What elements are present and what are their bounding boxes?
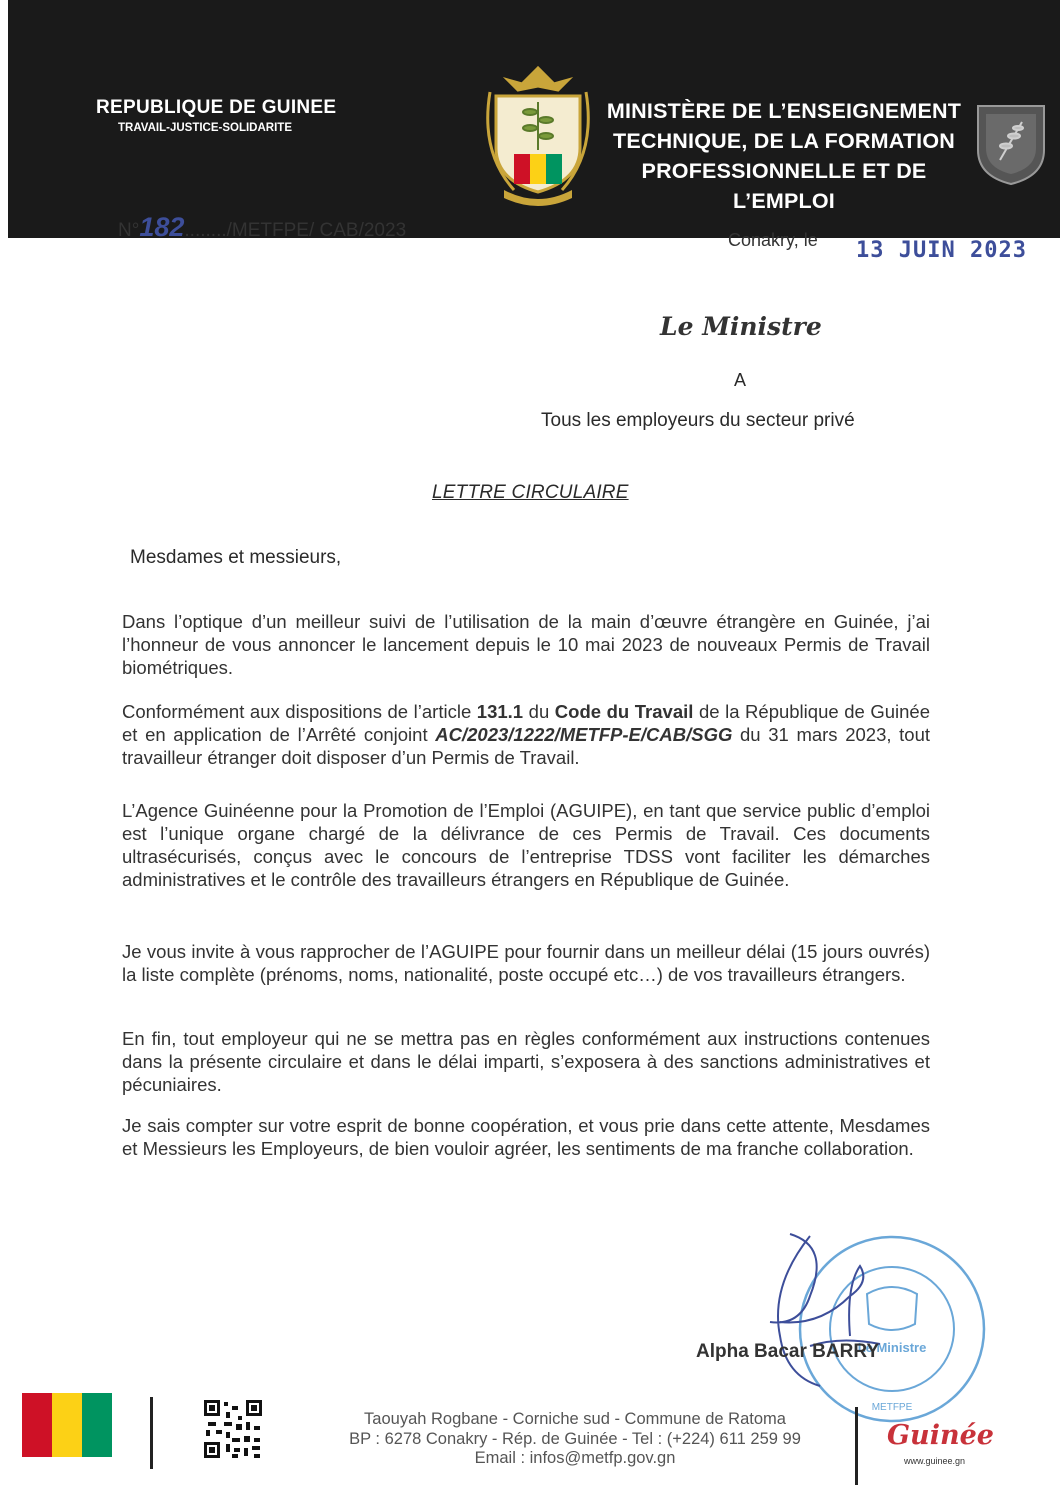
paragraph-5: En fin, tout employeur qui ne se mettra pas en règles conformément aux instructions contenues dans la présente circulaire et dans le délai imparti, s’exposera à des sanctions administratives et pécuniaires.	[122, 1028, 930, 1095]
flag-stripe-green	[82, 1393, 112, 1457]
paragraph-1: Dans l’optique d’un meilleur suivi de l’utilisation de la main d’œuvre étrangère en Guinée, j’ai l’honneur de vous annoncer le lancement depuis le 10 mai 2023 de nouveaux Permis de Travail biométriques.	[122, 611, 930, 678]
republic-name: REPUBLIQUE DE GUINEE	[96, 97, 337, 118]
guinee-brand-url: www.guinee.gn	[904, 1456, 966, 1466]
arrete-reference: AC/2023/1222/METFP-E/CAB/SGG	[435, 724, 733, 745]
ministry-line: MINISTÈRE DE L’ENSEIGNEMENT	[606, 99, 962, 123]
footer-address	[300, 1410, 850, 1469]
coat-of-arms-icon	[474, 62, 602, 207]
reference-prefix: N°	[118, 220, 140, 241]
sender-title: Le Ministre	[660, 312, 822, 341]
ministry-line: PROFESSIONNELLE ET DE L’EMPLOI	[641, 159, 927, 213]
reference-dots: ........	[184, 220, 227, 241]
paragraph-2	[122, 700, 930, 769]
stamp-center-text: Le Ministre	[857, 1340, 927, 1355]
text-run: du	[523, 701, 555, 722]
guinea-flag	[22, 1393, 112, 1457]
date-stamp: 13 JUIN 2023	[856, 238, 1027, 263]
stamped-number: 182	[139, 212, 185, 242]
paragraph-4: Je vous invite à vous rapprocher de l’AGUIPE pour fournir dans un meilleur délai (15 jours ouvrés) la liste complète (prénoms, noms, nationalité, poste occupé etc…) de vos travailleurs étrangers.	[122, 941, 930, 985]
recipients: Tous les employeurs du secteur privé	[541, 410, 855, 431]
text-run: du 31 mars 2023, tout travailleur étranger doit disposer d’un Permis de Travail.	[122, 724, 930, 768]
footer-divider	[150, 1397, 153, 1469]
footer-line: Taouyah Rogbane - Corniche sud - Commune de Ratoma	[364, 1410, 786, 1428]
code-name: Code du Travail	[554, 701, 694, 722]
footer-divider	[855, 1407, 858, 1485]
signatory-name: Alpha Bacar BARRY	[696, 1341, 880, 1362]
paragraph-3: L’Agence Guinéenne pour la Promotion de l’Emploi (AGUIPE), en tant que service public d’emploi est l’unique organe chargé de la délivrance de ces Permis de Travail. Ces documents ultrasécurisés, conçus avec le concours de l’entreprise TDSS vont faciliter les démarches administratives et le contrôle des travailleurs étrangers en République de Guinée.	[122, 800, 930, 890]
ministry-line: TECHNIQUE, DE LA FORMATION	[612, 129, 956, 153]
national-motto: TRAVAIL-JUSTICE-SOLIDARITE	[118, 122, 292, 134]
salutation: Mesdames et messieurs,	[130, 547, 342, 568]
guinee-brand-logo: Guinée	[887, 1420, 994, 1451]
text-run: Conformément aux dispositions de l’article	[122, 701, 477, 722]
handwritten-signature	[750, 1226, 890, 1396]
emblem-icon	[970, 98, 1052, 186]
footer-line: BP : 6278 Conakry - Rép. de Guinée - Tel : (+224) 611 259 99	[349, 1429, 801, 1448]
footer-email: Email : infos@metfp.gov.gn	[474, 1449, 676, 1467]
ministry-name	[606, 96, 962, 216]
document-title: LETTRE CIRCULAIRE	[432, 482, 629, 503]
reference-number	[118, 212, 406, 243]
to-word: A	[734, 370, 747, 390]
article-number: 131.1	[476, 701, 524, 722]
qr-code-icon	[202, 1398, 264, 1460]
text-run: de la République de Guinée et en application de l’Arrêté conjoint	[122, 701, 930, 745]
paragraph-6: Je sais compter sur votre esprit de bonne coopération, et vous prie dans cette attente, Mesdames et Messieurs les Employeurs, de bien vouloir agréer, les sentiments de ma franche collaboration.	[122, 1115, 930, 1159]
stamp-bottom-text: METFPE	[871, 1402, 913, 1413]
flag-stripe-yellow	[52, 1393, 82, 1457]
reference-suffix: /METFPE/ CAB/2023	[226, 220, 407, 241]
date-place: Conakry, le	[728, 230, 818, 250]
flag-stripe-red	[22, 1393, 52, 1457]
